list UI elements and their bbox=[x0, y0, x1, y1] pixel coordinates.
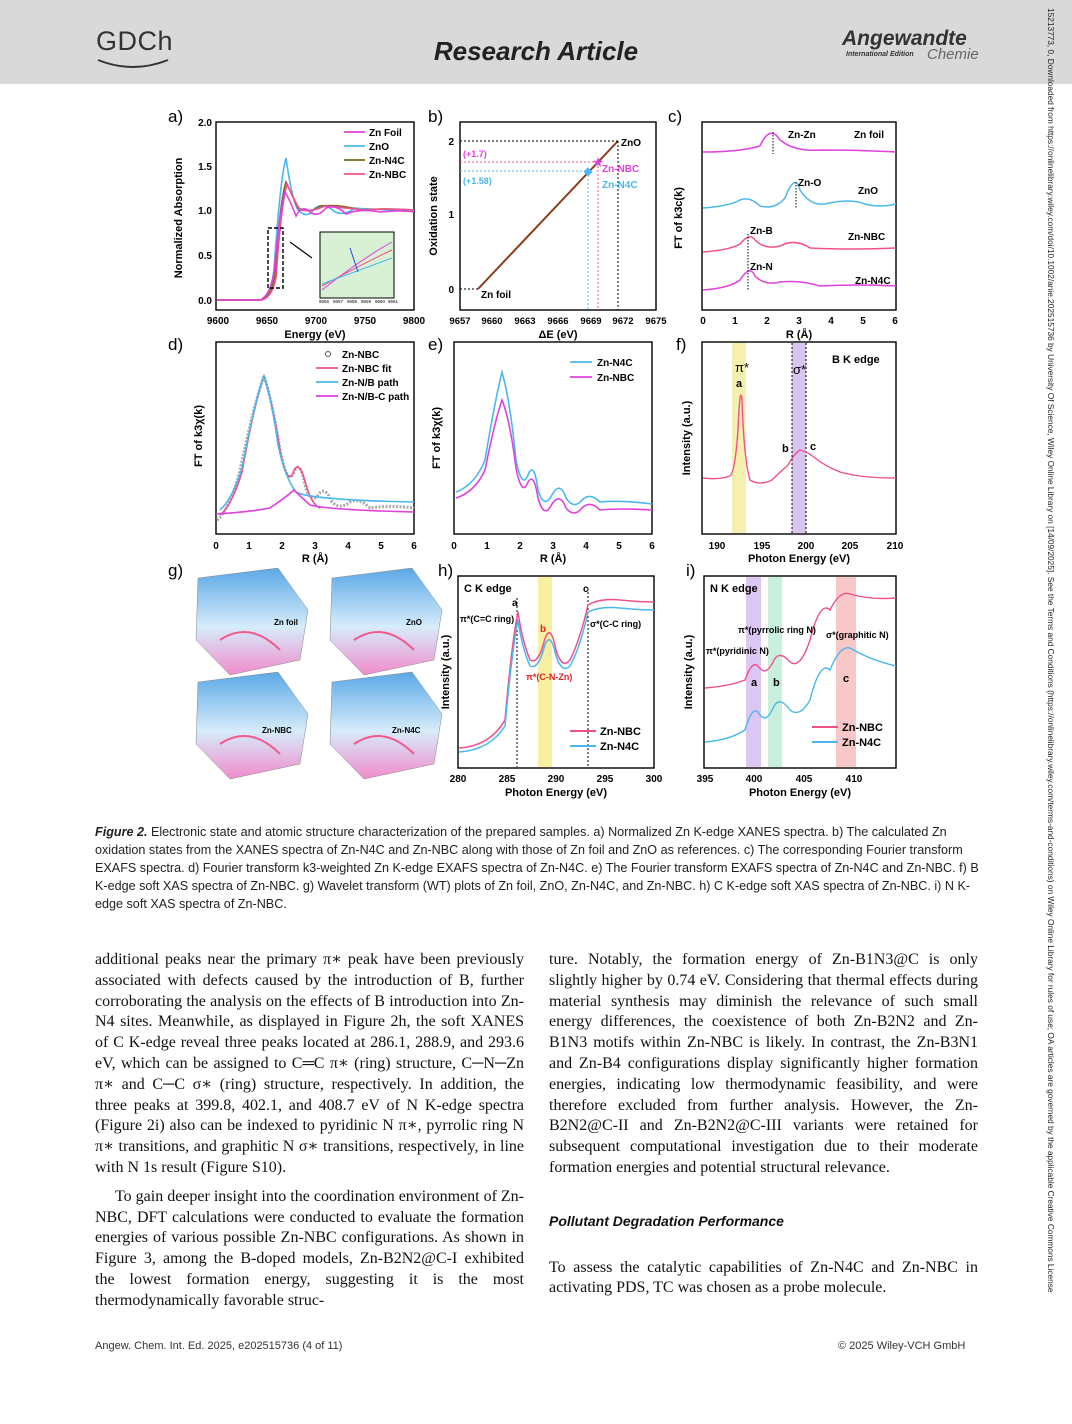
svg-text:Zn-NBC: Zn-NBC bbox=[842, 722, 883, 734]
svg-text:Zn-N/B-C path: Zn-N/B-C path bbox=[342, 392, 410, 403]
svg-text:Zn-NBC: Zn-NBC bbox=[602, 164, 640, 175]
svg-text:290: 290 bbox=[547, 774, 565, 785]
y-axis-label: Intensity (a.u.) bbox=[681, 400, 693, 476]
svg-text:190: 190 bbox=[708, 541, 726, 552]
svg-text:1: 1 bbox=[732, 316, 738, 327]
svg-text:Zn-N4C: Zn-N4C bbox=[597, 358, 633, 369]
x-tick: 9700 bbox=[304, 316, 328, 327]
svg-text:π*(C=C ring): π*(C=C ring) bbox=[460, 614, 515, 624]
svg-text:410: 410 bbox=[845, 774, 863, 785]
panel-letter: i) bbox=[686, 561, 696, 580]
svg-text:9657: 9657 bbox=[449, 316, 471, 327]
article-type: Research Article bbox=[433, 36, 639, 66]
svg-text:2: 2 bbox=[279, 541, 285, 552]
svg-text:300: 300 bbox=[645, 774, 663, 785]
svg-text:3: 3 bbox=[312, 541, 318, 552]
y-axis-label: FT of k3c(k) bbox=[673, 187, 685, 249]
svg-text:9675: 9675 bbox=[645, 316, 667, 327]
y-tick: 1.0 bbox=[198, 206, 212, 217]
x-axis-label: R (Å) bbox=[785, 329, 813, 341]
svg-text:210: 210 bbox=[886, 541, 904, 552]
svg-text:N K edge: N K edge bbox=[710, 583, 758, 595]
svg-text:Zn-NBC: Zn-NBC bbox=[848, 232, 886, 243]
inset-tick: 9660 bbox=[374, 299, 386, 304]
svg-text:6: 6 bbox=[892, 316, 898, 327]
svg-text:395: 395 bbox=[696, 774, 714, 785]
x-axis-label: Photon Energy (eV) bbox=[747, 553, 851, 565]
panel-b bbox=[428, 107, 667, 341]
svg-text:Zn-O: Zn-O bbox=[798, 178, 822, 189]
svg-text:9663: 9663 bbox=[514, 316, 536, 327]
svg-text:3: 3 bbox=[796, 316, 802, 327]
x-axis-label: Photon Energy (eV) bbox=[748, 787, 852, 799]
svg-text:σ*: σ* bbox=[793, 362, 807, 377]
x-axis-label: R (Å) bbox=[301, 553, 329, 565]
journal-logo: Angewandte bbox=[842, 27, 967, 50]
paragraph: To assess the catalytic capabilities of Zn-N4C and Zn-NBC in activating PDS, TC was chosen as a probe molecule. bbox=[549, 1258, 978, 1297]
svg-text:4: 4 bbox=[828, 316, 834, 327]
svg-text:Zn-NBC: Zn-NBC bbox=[262, 726, 292, 735]
legend bbox=[570, 726, 641, 753]
inset-tick: 9661 bbox=[387, 299, 399, 304]
panel-letter: b) bbox=[428, 107, 444, 126]
svg-text:b: b bbox=[540, 624, 547, 635]
svg-text:Zn-N4C: Zn-N4C bbox=[855, 276, 891, 287]
svg-text:π*(pyridinic N): π*(pyridinic N) bbox=[706, 646, 769, 656]
inset-tick: 9659 bbox=[360, 299, 372, 304]
svg-text:Zn-N/B path: Zn-N/B path bbox=[342, 378, 399, 389]
svg-text:9666: 9666 bbox=[547, 316, 569, 327]
svg-text:400: 400 bbox=[745, 774, 763, 785]
inset-tick: 9657 bbox=[332, 299, 344, 304]
y-tick: 0.5 bbox=[198, 251, 212, 262]
svg-text:280: 280 bbox=[449, 774, 467, 785]
svg-text:405: 405 bbox=[795, 774, 813, 785]
svg-text:ZnO: ZnO bbox=[406, 618, 422, 627]
svg-text:a: a bbox=[736, 378, 743, 390]
journal-logo-sub: International Edition bbox=[846, 51, 914, 58]
svg-text:Zn-B: Zn-B bbox=[750, 226, 773, 237]
x-axis-label: Energy (eV) bbox=[284, 329, 346, 341]
panel-e bbox=[428, 335, 655, 565]
y-axis-label: Intensity (a.u.) bbox=[440, 634, 452, 710]
svg-text:C K edge: C K edge bbox=[464, 583, 512, 595]
svg-text:★: ★ bbox=[591, 154, 605, 170]
svg-text:ZnO: ZnO bbox=[858, 186, 878, 197]
x-tick: 9750 bbox=[353, 316, 377, 327]
svg-text:9660: 9660 bbox=[481, 316, 503, 327]
svg-text:π*(C-N-Zn): π*(C-N-Zn) bbox=[526, 672, 573, 682]
figure-2 bbox=[160, 100, 920, 800]
wt-plot bbox=[196, 672, 308, 779]
panel-letter: f) bbox=[676, 335, 687, 354]
svg-text:5: 5 bbox=[616, 541, 622, 552]
svg-text:4: 4 bbox=[345, 541, 351, 552]
panel-c bbox=[668, 107, 898, 341]
svg-text:c: c bbox=[843, 673, 850, 685]
svg-text:2: 2 bbox=[448, 137, 454, 148]
panel-letter: e) bbox=[428, 335, 444, 354]
svg-text:σ*(graphitic N): σ*(graphitic N) bbox=[826, 630, 889, 640]
panel-a bbox=[168, 107, 426, 341]
figure-caption bbox=[95, 823, 979, 913]
gdch-logo: GDCh bbox=[96, 26, 174, 56]
svg-text:σ*(C-C ring): σ*(C-C ring) bbox=[590, 619, 642, 629]
svg-text:a: a bbox=[512, 598, 518, 609]
svg-text:195: 195 bbox=[753, 541, 771, 552]
svg-text:B K edge: B K edge bbox=[832, 354, 880, 366]
citation: Angew. Chem. Int. Ed. 2025, e202515736 (4 of 11) bbox=[95, 1340, 343, 1352]
svg-text:Zn-N4C: Zn-N4C bbox=[392, 726, 421, 735]
svg-text:Zn-N4C: Zn-N4C bbox=[842, 737, 882, 749]
svg-text:Zn-NBC: Zn-NBC bbox=[600, 726, 641, 738]
svg-text:5: 5 bbox=[378, 541, 384, 552]
svg-text:Zn Foil: Zn Foil bbox=[369, 128, 402, 139]
svg-text:π*: π* bbox=[735, 360, 750, 375]
inset-tick: 9656 bbox=[318, 299, 330, 304]
svg-text:Zn-N: Zn-N bbox=[750, 262, 773, 273]
panel-letter: g) bbox=[168, 561, 184, 580]
y-axis-label: Intensity (a.u.) bbox=[683, 634, 695, 710]
section-heading: Pollutant Degradation Performance bbox=[549, 1212, 784, 1229]
x-axis-label: Photon Energy (eV) bbox=[504, 787, 608, 799]
legend bbox=[570, 358, 634, 384]
svg-text:285: 285 bbox=[498, 774, 516, 785]
svg-text:Zn foil: Zn foil bbox=[274, 618, 298, 627]
svg-text:(+1.58): (+1.58) bbox=[463, 176, 492, 186]
svg-text:Zn-NBC: Zn-NBC bbox=[597, 373, 635, 384]
left-column bbox=[95, 950, 524, 1312]
svg-text:Zn-NBC: Zn-NBC bbox=[342, 350, 380, 361]
panel-g bbox=[168, 561, 442, 779]
svg-text:Zn-NBC: Zn-NBC bbox=[369, 170, 407, 181]
svg-text:2: 2 bbox=[764, 316, 770, 327]
paragraph: To gain deeper insight into the coordination environment of Zn-NBC, DFT calculations were conducted to evaluate the formation energies of various possible Zn-NBC configurations. As shown in Figure 3, among the B-doped models, Zn-B2N2@C-I exhibited the lowest formation energy, suggesting it is the most thermodynamically favorable struc- bbox=[95, 1187, 524, 1309]
panel-letter: h) bbox=[438, 561, 454, 580]
panel-letter: a) bbox=[168, 107, 184, 126]
svg-text:ZnO: ZnO bbox=[621, 138, 641, 149]
x-tick: 9600 bbox=[206, 316, 230, 327]
svg-text:0: 0 bbox=[213, 541, 219, 552]
legend bbox=[316, 350, 409, 403]
panel-i bbox=[683, 561, 896, 799]
svg-text:Zn foil: Zn foil bbox=[854, 130, 884, 141]
svg-text:295: 295 bbox=[596, 774, 614, 785]
svg-text:3: 3 bbox=[550, 541, 556, 552]
svg-text:Zn-N4C: Zn-N4C bbox=[600, 741, 640, 753]
x-axis-label: R (Å) bbox=[539, 553, 567, 565]
svg-text:Zn foil: Zn foil bbox=[481, 290, 511, 301]
svg-text:1: 1 bbox=[246, 541, 252, 552]
caption-text: Electronic state and atomic structure characterization of the prepared samples. a) Normalized Zn K-edge XANES spectra. b) The calculated Zn oxidation states from the XANES spectra of Zn-N4C and Zn-NBC along with those of Zn foil and ZnO as references. c) The corresponding Fourier transform EXAFS spectra. d) Fourier transform k3-weighted Zn K-edge EXAFS spectra of Zn-N4C. e) The Fourier transform EXAFS spectra of Zn-N4C and Zn-NBC. f) B K-edge soft XAS spectra of Zn-NBC. g) Wavelet transform (WT) plots of Zn foil, ZnO, Zn-N4C, and Zn-NBC. h) C K-edge soft XAS spectra of Zn-NBC. i) N K-edge soft XAS spectra of Zn-NBC. bbox=[95, 825, 979, 911]
y-tick: 0.0 bbox=[198, 296, 212, 307]
svg-text:b: b bbox=[773, 677, 780, 689]
svg-text:200: 200 bbox=[797, 541, 815, 552]
panel-f bbox=[676, 335, 904, 565]
copyright: © 2025 Wiley-VCH GmbH bbox=[838, 1340, 966, 1352]
panel-h bbox=[438, 561, 663, 799]
wt-plot bbox=[330, 672, 442, 779]
svg-text:Zn-N4C: Zn-N4C bbox=[369, 156, 405, 167]
svg-text:Zn-NBC fit: Zn-NBC fit bbox=[342, 364, 392, 375]
journal-logo-chemie: Chemie bbox=[927, 46, 979, 63]
svg-text:1: 1 bbox=[448, 210, 454, 221]
svg-text:1: 1 bbox=[484, 541, 490, 552]
svg-text:c: c bbox=[583, 584, 589, 595]
x-axis-label: ΔE (eV) bbox=[538, 329, 578, 341]
svg-text:b: b bbox=[782, 443, 789, 455]
svg-text:6: 6 bbox=[411, 541, 417, 552]
page-header bbox=[0, 0, 1072, 84]
svg-text:205: 205 bbox=[841, 541, 859, 552]
caption-label: Figure 2. bbox=[95, 825, 148, 839]
paragraph: ture. Notably, the formation energy of Zn-B1N3@C is only slightly higher by 0.74 eV. Considering that thermal effects during material synthesis may diminish the relevance of such small energy differences, the coexistence of both Zn-B2N2 and Zn-B1N3 motifs within Zn-NBC is likely. In contrast, the Zn-B3N1 and Zn-B4 configurations display significantly higher formation energies, indicating low thermodynamic feasibility, and were therefore excluded from further analysis. However, the Zn-B2N2@C-II and Zn-B2N2@C-III variants were retained for subsequent computational investigation due to their moderate formation energies and potential structural relevance. bbox=[549, 951, 978, 1176]
svg-text:π*(pyrrolic ring N): π*(pyrrolic ring N) bbox=[738, 625, 816, 635]
svg-text:6: 6 bbox=[649, 541, 655, 552]
svg-text:a: a bbox=[751, 677, 758, 689]
y-tick: 1.5 bbox=[198, 162, 212, 173]
svg-text:5: 5 bbox=[860, 316, 866, 327]
x-tick: 9800 bbox=[402, 316, 426, 327]
paragraph: additional peaks near the primary π∗ peak have been previously associated with defects caused by the introduction of B, further corroborating the analysis on the effects of B introduction into Zn-N4 sites. Meanwhile, as displayed in Figure 2h, the soft XANES of C K-edge reveal three peaks located at 286.1, 288.9, and 293.6 eV, which can be assigned to C═C π∗ (ring) structure, C─N─Zn π∗ and C─C σ∗ (ring) structure, respectively. In addition, the three peaks at 399.8, 402.1, and 408.7 eV of N K-edge spectra (Figure 2i) also can be indexed to pyridinic N π∗, pyrrolic ring N π∗ transitions, and graphitic N σ∗ transitions, respectively, in line with N 1s result (Figure S10). bbox=[95, 951, 524, 1176]
svg-text:c: c bbox=[810, 441, 817, 453]
svg-text:Zn-N4C: Zn-N4C bbox=[602, 180, 638, 191]
y-axis-label: FT of k3χ(k) bbox=[431, 407, 443, 469]
svg-text:0: 0 bbox=[448, 285, 454, 296]
svg-text:0: 0 bbox=[451, 541, 457, 552]
svg-text:9672: 9672 bbox=[612, 316, 634, 327]
svg-text:0: 0 bbox=[700, 316, 706, 327]
panel-letter: d) bbox=[168, 335, 184, 354]
x-tick: 9650 bbox=[255, 316, 279, 327]
svg-text:4: 4 bbox=[583, 541, 589, 552]
panel-letter: c) bbox=[668, 107, 683, 126]
wt-plot bbox=[330, 568, 442, 675]
svg-text:◆: ◆ bbox=[583, 164, 593, 178]
svg-text:2: 2 bbox=[517, 541, 523, 552]
panel-d bbox=[168, 335, 417, 565]
svg-text:9669: 9669 bbox=[580, 316, 602, 327]
svg-text:Zn-Zn: Zn-Zn bbox=[788, 130, 816, 141]
y-axis-label: Oxidation state bbox=[428, 176, 440, 256]
right-column bbox=[549, 950, 978, 1299]
y-tick: 2.0 bbox=[198, 118, 212, 129]
wt-plot bbox=[196, 568, 308, 675]
inset-tick: 9658 bbox=[346, 299, 358, 304]
svg-text:ZnO: ZnO bbox=[369, 142, 389, 153]
download-notice: 15213773, 0, Downloaded from https://onlinelibrary.wiley.com/doi/10.1002/anie.202515736 by University Of Science, Wiley Online Library on [14/09/2025]. See the Terms and Conditions (https://onlinelibrary.wiley.com/terms-and-conditions) on Wiley Online Library for rules of use; OA articles are governed by the applicable Creative Commons License bbox=[1046, 8, 1056, 1293]
legend bbox=[344, 128, 406, 181]
y-axis-label: Normalized Absorption bbox=[173, 157, 185, 279]
y-axis-label: FT of k3χ(k) bbox=[193, 405, 205, 467]
svg-text:(+1.7): (+1.7) bbox=[463, 149, 487, 159]
